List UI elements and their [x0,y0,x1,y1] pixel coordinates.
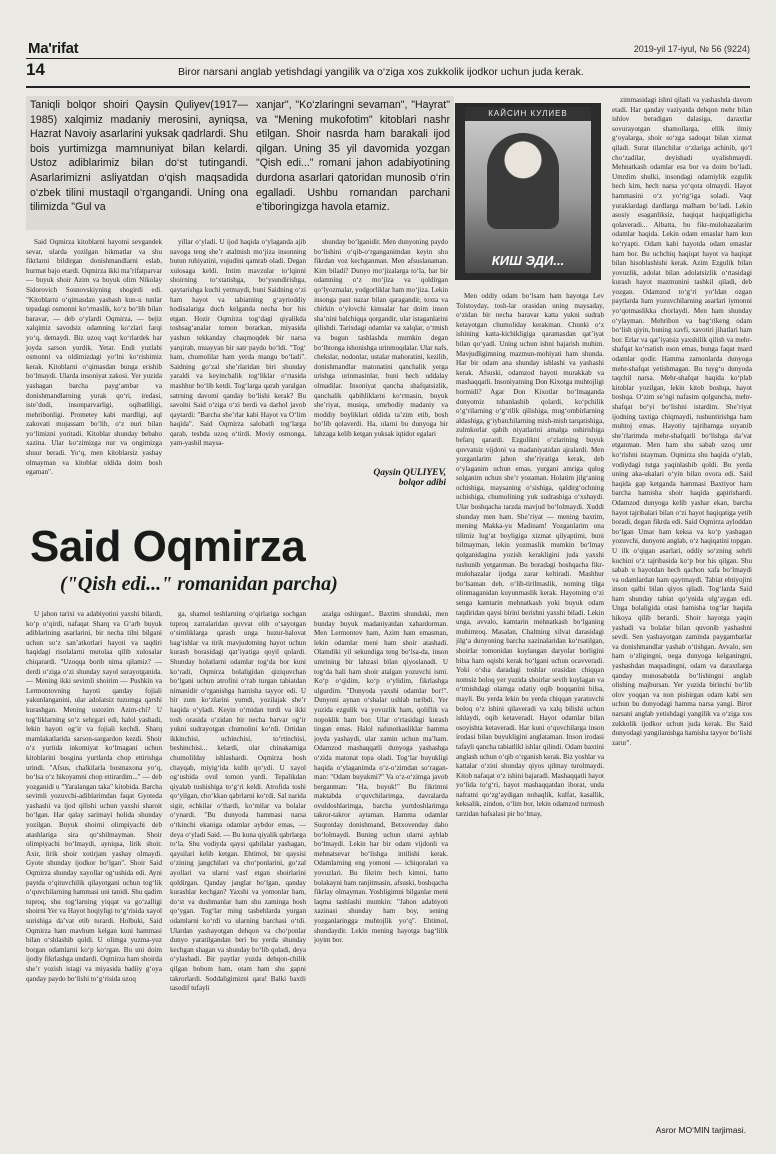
paragraph: shunday bo‘lganidir. Men dunyoning paydo bo‘lishini o‘qib-o‘rganganimdan keyin shu fikrdan voz kechganman. Men afsuslanaman. Kim biladi? Dunyo mo‘jizalarga to‘la, har bir odamning o‘z mo‘jiza va qoldirgan qo‘lyozmalar, yodgorliklar ham mo‘jiza. Lekin insonga past nazar bilan qaragandir, toxta va chirkin o‘ylovchi kimsalar har doim inson sha’nini balchiqqa qorgandir, ular istaganlarini qilishdi. Tarixdagi odamlar va xalqlar, o‘tmish va bugun tashlashda mumkin degan bo‘lhtonga ishonishga urinmoqdalar. Ular nafs, chekslar, nodonlar, ustalar mahoratini, kezilib, donishmandlar matonatini qanchalik yerga urishga urinmasinlar, buni hech uddalay olmadilar. Insoniyat qancha shafqatsizlik, qanchalik qabihliklarni ko‘rmasin, buyuk she’riyat, musiqa, umrbodiy madaniy va moddiy boyliklari oldida ta’zim etib, bosh bo‘lib qolaverdi. Ha, ularni bu dunyoga bir lahzaga kelib ketgan yuksak iqtidor egalari [314,238,448,438]
page-number: 14 [26,60,45,79]
book-cover-author: КАЙСИН КУЛИЕВ [465,107,591,121]
paragraph: U jahon tarixi va adabiyotini yaxshi bilardi, ko‘p o‘qirdi, nafaqat Sharq va G‘arb buyuk adiblarining asarlarini, bir necha tilni bilgani uchun so‘z san’atkorlari hayoti va taqdiri haqidagi risolalarni mutolaa qilib xulosalar chiqarardi. "Uzoqqa borib nima qilamiz? — derdi o‘ziga o‘zi shunday xayol surayotganida. — Mening ikki sevimli shoirim — Pushkin va Lermontovning hayoti qanday fojiali yakunlanganini, ular adolatsiz tuzumga qarshi kurashgan. Mening ustozim Azim-chi? U tog‘liklarning so‘z sehrgari edi, halol yashadi, lekin hayoti og‘ir va fojiali kechdi. Sharq mamlakatlarida sarson-sargardon kezdi. Shoir o‘z yurtida inkomiyat ko‘lmagani uchun kitoblarini bosgina yurtlarda chop ettirishga urindi. "Afsus, chalkilarla bosmaxona yo‘q, bo‘lsa o‘z hikoyamni chop ettirardim..." — deb yozganidi u "Yaralangan taka" kitobida. Barcha sevimli yozuvchi-adiblarimdan faqat Gyoteda yashashi va ijod qilishi uchun yaxshi sharoit bo‘lgan. Har qalay sarimayi holida shunday yozilgan. Buyuk shoirni olimpiyachi deb atashlariga sira qo‘shilmayman. Shoir olimpiyachi bo‘lmaydi, ayniqsa, lirik shoir. Axir, lirik shoir xotirjam yashay olmaydi. Gyote shunday ijodkor bo‘lgan". Shoir Said Oqmirza shunday xayollar og‘ushida edi. Ayni paytda o‘qituvchilik qilayotgani uchun tog‘lik o‘quvchilarning hammasi uni tanidi. Shu qadim tuproq, shu tog‘larning yiqqat va go‘zalligi shoirni Yer va Hayot hoqiyligi to‘g‘risida xayol surishiga da’vat etib turardi. Holbuki, Said Oqmirza ham mavhum kelgan kuni hammasi bilan o‘shlashib qoldi. U olimga yuzma-yuz borgan odamlarni ko‘p ko‘rgan. Bu uni doim ijodiy fikrlashga undardi. Oqmirza ham shoirda she’r yozish istagi va miyasida badiiy g‘oya qanday paydo bo‘lishi to‘g‘risida uzoq [26,610,162,983]
article-subheadline: ("Qish edi..." romanidan parcha) [60,573,338,595]
masthead: Ma'rifat [28,40,79,57]
article-headline: Said Oqmirza [30,522,306,571]
lower-column-4 [456,292,604,1130]
upper-column-1 [26,238,162,510]
upper-author-signature: Qaysin QULIYEV, bolqor adibi [373,468,446,488]
paragraph: Men oddiy odam bo‘lsam ham hayotga Lev Tolstoyday, tosh-lar orasidan uning maysaday, o‘zidan bir necha baravar katta yukni sudrab ketayotgan chumoliday kerakman. Chunki o‘z ishining katta-kichikligiga qaramasdan qat’iyat bilan qo‘yadi. Uning uchun ishni bajarish muhim. Mavjudligimning mazmun-mohiyati ham shunda. Har bir odam ana shunday ishlashi va yashashi kerak. Afsuski, odamzod hayoti murakkab va mashaqqatli. Insoniyatning Don Kixotga muhtojligi bormidi? Agar Don Kixotlar bo‘lmaganda dunyomiz tubanlashib qolardi, ko‘pchilik o‘g‘rilarning o‘g‘rilik qilishiga, mug‘ombirlarning aldashiga, g‘iybatchilarning mish-mish tarqatishiga, zulmkorlar qabih niyatlarini amalga oshirishiga befarq qarardi. Ezgulikni o‘zlarining buyuk quvvatsiz vijdoni va madaniyatidan ajralardi. Men yozganlarim jahon she’riyatiga kerak, deb o‘ylaganim uchun emas, yurgani amriga qulog solganim uchun she’r yozaman. Holatim jilg‘aning ochishiga, maysaning o‘sishiga, qaldirg‘ochning uchishiga, chumolining yuk sudrashiga o‘xshaydi. Ular boshqacha tarzda mavjud bo‘lolmaydi. Xuddi shunday men ham. She’riyat — mening baxtim, mening Makka-yu Madinam! Yozganlarim ona tilimiz lug‘at boyligiga xizmat qilyaptimi, buni bilmayman, lekin yozmaslik mumkin bo‘lmay qolganidagina yozish kerakligini juda yaxshi tushunib yetganman. Bu boradagi boshqacha fikr-mulohazalar ijodga zarar keltiradi. Mashhur bo‘lsaman deb, o‘lib-tirilmaslik, noming tilga olinmaganidan kuyunmaslik kerak. Hayotning o‘zi senga kamtarin mehnatkash yoki buyuk odam taqdiridan qaysi birini berishni yaxshi biladi. Lekin unga, avvalo, kamtarin mehnatkash bo‘lganing muhimroq. Masalan, Chaltning xilvat darasidagi jilg‘a dunyoning barcha xazinalaridan ko‘rsatilgan, shoirlar tomonidan kuylangan daryolar borligini bilsa ham oqishi kerak bo‘lgani uchun ocavveradi. Yoki o‘sha daradagi toshlar orasidan chiqqan nomsiz boloq yer yuzida shoirlar sevib kuylagan va o‘tmishdagi olamga odatiy oqib boqqanini bilsa, mayli. Bu yerda lekin bu yerda chiqqan yaratuvchi boloq o‘z ishini qilaveradi va xalq bilishi uchun ishlaydi, oqib ketaveradi. Hayot odamlar bilan osoyishta ketaveradi. Har kuni o‘quvchilarga inson irodasi bilan buyukligini anglataman. Inson irodasi tafayli qancha tabiatlikl ishlar qilindi. Odam baxtini anglash uchun o‘qib o‘rganish kerak. Biz yoshlar va kattalar o‘zini shunday qiyos qilmay turolmaydi. Kitob nafaqat o‘z ishini bajaradi. Mashaqqatli hayot yo‘lida to‘g‘ri, hayot mashaqqatdan iborat, unda nafratni qo‘zg‘aydigan nohaqlik, kulfat, kasallik, keksalik, zindon, o‘lim bor, lekin odamzod turmush tarzidan hafsalasi pir bo‘lmay, [456,292,604,819]
lower-column-3 [314,610,448,1130]
paragraph: Said Oqmirza kitoblarni hayotni sevgandek sevar, ularda yozilgan hikmatlar va shu fikrlarni bildirgan donishmandlarni eslab, hurmat bajo etardi. Oqmirza ikki ma’rifatparvar — buyuk shoir Azim va buyuk olim Nikolay Sidorovich Sosnovskiyning shogirdi edi. "Kitoblarni o‘qimasdan yashash kun-u tunlar tepadagi osmonni ko‘rmaslik, ko‘z bo‘lib bilan baravar, — deb o‘ylardi Oqmirza, — bejiz xalqimiz savodsiz odamning ko‘zlari farqi yo‘q, demaydi. Biz uzoq vaqt ko‘rlardek har joyda sarson yurdik. Yetar. Endi yuzlabi osmonni va oldimizdagi yo‘lni ko‘rishimiz kerak. Kitoblarni o‘qimasdan bunga erishib bo‘lmaydi. Ularda insoniyat zakosi. Yer yuzida yashagan barcha payg‘ambar va donishmandlarning yurak qo‘ri, iredasi, iste’dodi, insonparvarligi, oqibatliligi, mehribonligi. Prometey kabi mardligi, aql zakovati mujassam bo‘lib, o‘z nuri bilan yo‘limizni yoritadi. Kitoblar shunday bebaho xazina. Ular ko‘zimizga nur va ongimizga shuur beradi. Yo‘q, men kitoblarsiz yashay olmayman va kitoblar oldida doim bosh egaman". [26,238,162,477]
translator-credit: Asror MO‘MIN tarjimasi. [655,1125,746,1135]
page-slogan: Biror narsani anglab yetishdagi yangilik va o‘ziga xos zukkolik ijodkor uchun juda kerak. [178,66,584,78]
upper-column-2 [170,238,306,510]
book-cover-photo [455,103,601,280]
paragraph: zimmasidagi ishni qiladi va yashashda davom etadi. Har qanday vaziyatda dehqon mehr bilan ishlov beradigan dalasiga, daraxtlar sovurayotgan shamollarga, ellik ilmiy g‘oyalarga, shoir so‘zga sadoqat bilan xizmat qiladi. Surat tilanchilar o‘zlariga achinib, qo‘l cho‘zadilar, deyishadi uyalishmaydi. Mehnatkash odamlar esa bor va doim bo‘ladi. Umrdim shulki, insondagi odamiylik ezgulik hech kim, hech narsa yo‘qota olmaydi. Hayot hammasini o‘z yo‘rig‘iga soladi. Vaqt yuraklardagi dardlarga malham bo‘ladi. Lekin asosiy esaganliksiz, haqiqat haqiqatligicha qolaveradi... Albatta, bu fikr-mulohazalarim odamlar haqida. Lekin odam emaslar ham kun ko‘ryapti. Odam kabi hayotda odam emaslar ham bor. Bu uchchiq haqiqat hayot va haqiqat bilan hisoblashishi kerak. Azim Ezgulik bilan yovuzlik, adolat bilan adolatsizlik o‘rtasidagi kurash hayot mazmunini tashkil qiladi, deb yozgan. Odamzod to‘g‘ri yo‘ldan ozgan paytlarda ham yozuvchilarning asarlari iymonni yo‘qotmaslikka chorlaydi. Men ham shunday o‘ylayman. Mehribon va bag‘rikeng odam bo‘lish qiyin, buning xavfi, xavotiri jihatlari ham bor. Erlar va qat’iyatsiz yaxshilik qilish va mehr-shafqat ko‘rsatish oson emas, bunga faqat mard odamlar qodir. Hamma zamonlarda dunyoga mehr-shafqat yetishmagan. Bu tuyg‘u dunyoda taqchil narsa. Mehr-shafqat haqida ko‘plab kitoblar yozilgan, lekin kitob boshqa, hayot boshqa. O‘zim se’ngi nafasim qolguncha, mehr-shafqat bo‘yi bo‘lishni istardim. She’riyat ijodning taxtiga chiqmaydi, tushuntirishga ham muhtoj emas. Hayotiy tajribamga suyanib she’rlarimda mehr-shafqatli bo‘lishga da’vat etganman. Men ham shu sabab uzoq umr ko‘rishni istayman. Oqmirza shu haqida o‘ylab, vodiydagi tutga yaqinlashib qoldi. Bu yerda uning aka-ukalari o‘yin bilan ovora edi. Said haqida gap ketganda hammasi Baxtiyor ham barcha hamisha shoir haqida gapirishardi. Odamzod dunyoga kelib yashar ekan, barcha hayot tajribalari bilan o‘zi hayot haqiqatiga yetib boradi, degan fikrda edi. Said Oqmirza ayloddan bo‘lgan Umar ham keksa va ko‘p yashagan yozuvchi, dunyoni anglab, o‘z haqiqatini topgan. U ilk o‘qigan asarlari, oddiy so‘zning sehrli kuchini o‘z tajribasida ko‘p bor his qilgan. Shu sabab u hayotdan hech qachon xafa bo‘lmaydi va odamlardan ham qaytmaydi. Tabiat ehtiyojini inson qalbi bilan qiyos qiladi. Tog‘larda Said ham shunday tabiat qo‘ynida ulg‘aygan edi. Unga bolaligida otasi hamisha tog‘lar haqida hikoya qilib berardi. Shoir hayotga yaqin yashadi va bolalar bilan quvonib yashashni sevdi. Sen yashayotgan zaminda paygambarlar va donishmandlar yashab o‘tishgan. Avvalo, sen ham o‘zligingni, nega dunyoga kelganingni, yashashdan maqsadingni, odam va daraxtlarga qanday munosabatda bo‘lishingni anglab olishing majbursan. Yer yuzida birinchi bo‘lib olov yoqqan va non pishirgan odam kabi sen uchun bu dunyodagi hamma narsa yangi. Biror narsani anglab yetishdagi yangilik va o‘ziga xos zukkolik ijodkor uchun juda kerak. Bu Said dunyodagi yangilanishga hamisha tayyor bo‘lishi zarur". [612,96,752,747]
paragraph: yillar o‘yladi. U ijod haqida o‘ylaganda ajib navoga teng she’r atalmish mo‘jiza insonning butun ruhiyatini, vujudini qamrab oladi. Degan xulosaga keldi. Intim mavzular to‘lqinni shoirning to‘xtatishga, bo‘ysundirishga, qaytarishga kuchi yetmaydi, buni Saidning o‘zi ham hayot va tabiatning g‘ayrioddiy hodisalariga duch kelganda necha bor his etgan. Hozir Oqmirza tog‘dagi qiyalikda toshsag‘analar tomon borarkan, miyasida yashun tekkanday chaqmoqdek bir narsa yarqirab, muayyan bir satr paydo bo‘ldi. "Tog‘ ham, chumolilar ham yerda mangu bo‘ladi". Saidning go‘zal she’rlaridan biri shunday yaraldi va keyinchalik tog‘liklar o‘rtasida mashhur bo‘lib ketdi. Tog‘larga qarab yaralgan satrning davomi qanday bo‘lishi kerak? Bu savolni Said o‘ziga o‘zi berdi va darhol javob qaytardi: "Barcha she’rlar kabi Hayot va O‘lim haqida". Said Oqmirza salobatli tog‘larga qarab, teshda uzoq o‘tirdi. Moviy osmonga, yam-yashil maysa- [170,238,306,448]
paragraph: ga, shamol teshlarning o‘qirlariga sochgan tuproq zarralaridan quvvat olib o‘sayotgan o‘simliklarga qarash unga huzur-halovat bag‘ishlar va tirik mavjudotning hayot uchun kurash borasidagi qat’iyatiga qoyil qolardi. Shunday holatlarni odamlar tog‘da bor kuni ko‘radi, Oqmirza bolaligidan qiziquvchan bo‘lgani uchun atrofini o‘rab turgan tabiatdan nimanidir o‘rganishga hamisha tayyor edi. U bir zum ko‘zlarini yumdi, yozilajak she’r haqida o‘yladi. Keyin o‘rnidan turdi va ikki tosh orasida o‘zidan bir necha barvar og‘ir yukni sudrayotgan chumolini ko‘rdi. Ortidan ikkinchisi, uchinchisi, to‘rtinchisi, beshinchisi... kelardi, ular chinakamiga chumolilday ishlashardi. Oqmirza bosh chayqab, miyig‘ida kulib qo‘ydi. U xayol og‘ushida ovul tomon yurdi. Tepalikdan qiyalab tushishiga to‘g‘ri keldi. Atrofida toshi qo‘yilgan, cho‘kkan qabrlarni ko‘rdi. Sal narida sigir, echkilar o‘tlardi, ko‘milar va bolalar o‘ynardi. "Bu dunyoda hammasi narsa o‘tkinchi ekaniga odamlar aybdor emas, — deya o‘yladi Said. — Bu kuna qiyalik qabrlarga to‘la. Shu vodiyda qaysi qabilalar yashagan, qaysilari kelib ketgan. Ehtimol, bir qaysisi o‘zining jangchilari va cho‘ponlarini, go‘zal ayollari va ularni vasf etgan shoirlarini qoldirgan. Qanday janglar bo‘lgan, qanday kurashlar kechgan? Yaxshi va yomonlar ham, do‘st va dushmanlar ham shu zaminga bosh qo‘ygan. Tog‘lar ming tasbehlarda yurgan odamlarni ko‘rdi va ularning barchasi o‘tdi. Ulardan yashayotgan dehqon va cho‘ponlar dunyo yaratilgandan beri bu yerda shunday kechgan shagan va shunday bo‘lib qoladi, deya o‘ylashadi. Bir paytlar yuzda dehqon-chilik qilgan bobom ham, otam ham shu gapni takrorlardi. Soddaligimizni qara! Balki baxtli tasodif tufayli [170,610,306,993]
header-rule [26,86,750,88]
book-cover-title: КИШ ЭДИ... [491,253,565,268]
issue-date: 2019-yil 17-iyul, № 56 (9224) [633,44,750,54]
intro-left: Taniqli bolqor shoiri Qaysin Quliyev(1917—1985) xalqimiz madaniy merosini, ayniqsa, Hazrat Navoiy asarlarini yuksak qadrlardi. Shu bois yurtimizga mamnuniyat bilan kelardi. Ustoz adiblarimiz bilan do‘st tutingandi. Asarlarimizni asliyatdan o‘qish maqsadida o‘zbek tilini mustaqil o‘rgangandi. Uning ona tilimizda "Gul va [26,96,252,230]
lower-column-2 [170,610,306,1130]
intro-right: xanjar", "Ko‘zlaringni sevaman", "Hayrat" va "Mening mukofotim" kitoblari nashr etilgan. Shoir nasrda ham barakali ijod qilgan. Uning 35 yil davomida yozgan "Qish edi..." romani jahon adabiyotining durdona asarlari qatoridan munosib o‘rin egalladi. Ushbu romandan parchani e’tiboringizga havola etamiz. [252,96,454,230]
upper-column-3 [314,238,448,466]
top-rule [26,58,750,59]
author-portrait [487,133,559,229]
paragraph: azalga oshirgan!.. Baxtim shundaki, men bunday buyuk madaniyatdan xabardorman. Men Lermontov ham, Azim ham emasman, lekin odamlar meni ham shoir atashadi. Olamdiki yil sekundiga teng bo‘lsa-da, inson umrining bir lahzasi bilan qiyoslanadi. U tog‘da hali ham shoir atalgan yozuvchi ismi. Ko‘p o‘qidim, ko‘p o‘ylidim, fikrlashga ulgurdim. "Dunyoda yaxshi odamlar bor!". Dunyoni aynan o‘shalar ushlab turibdi. Yer yuzida ezgulik va yovuzlik ham, qoliflik va nopoklik ham bor. Ular o‘rtasidagi kurash tingan emas. Halol nafsnotkasliklar hamma joyda yashaydi, ular zamin uchun ma’ham. Odamzod mashaqqatli dunyoga yashashga o‘zida matonat topa oladi. Tog‘lar buyukligi haqida o‘ylaganimda o‘z-o‘zimdan so‘ragan-man: "Odam buyukmi?" Va o‘z-o‘zimga javob berganman: "Ha, buyuk!" Bu fikrimni maktabda o‘quvchilarimga, davralarda ovuldoshlarimga, barcha yurtdoshlarimga takror-takror aytaman. Hamma odamlar Suqrotday donishmand, Betxovenday daho bo‘lolmaydi. Buning uchun ularni ayblab bo‘lmaydi. Lekin har bir odam vijdonli va mehnatsevar bo‘lishga intilishi kerak. Odamlarning eng yomoni — ichiqoralari va yovuzlari. Bu fikrim hech kimni, hatto bolakayni ham ranjitmasin, afsuski, boshqacha fikrlay olmayman. Yoshligimni bilganlar meni laqma tashlashi mumkin: "Jahon adabiyoti xazinasi shunday ham boy, sening yozganlaringga muhtojlik yo‘q". Ehtimol, shundaydir. Lekin mening hayotga bag‘lilik joyim bor. [314,610,448,945]
lower-column-5 [612,96,752,1122]
lower-column-1 [26,610,162,1130]
